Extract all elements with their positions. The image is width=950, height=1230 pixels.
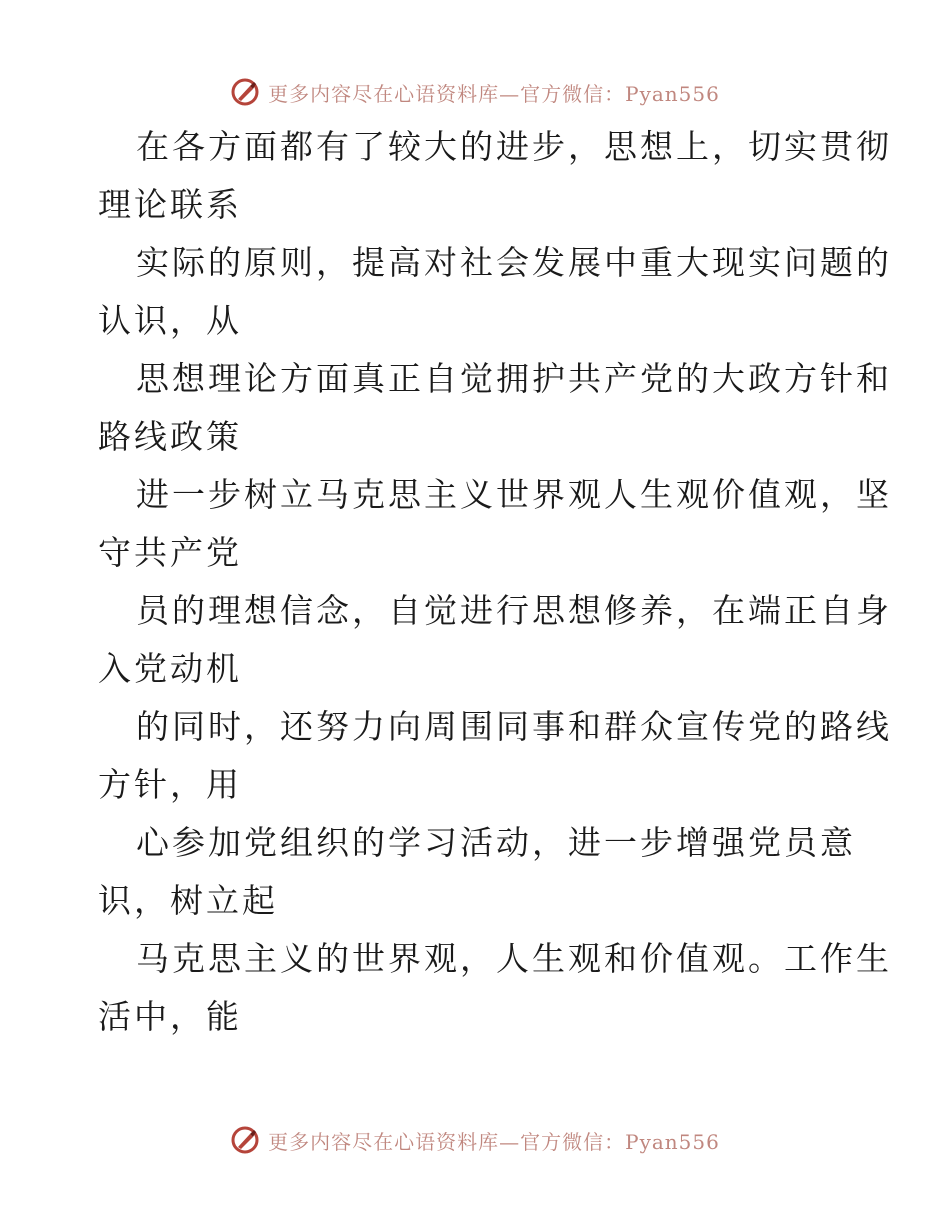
paragraph-line: 实际的原则，提高对社会发展中重大现实问题的 [136, 243, 892, 282]
paragraph [98, 814, 858, 930]
paragraph [98, 234, 892, 350]
paragraph-line: 的同时，还努力向周围同事和群众宣传党的路线 [136, 707, 892, 746]
paragraph [98, 118, 892, 234]
pen-nib-logo-icon [230, 77, 260, 107]
paragraph-line: 认识，从 [98, 301, 242, 340]
paragraph-line: 识，树立起 [98, 881, 278, 920]
header-banner [0, 72, 950, 112]
paragraph-line: 思想理论方面真正自觉拥护共产党的大政方针和 [136, 359, 892, 398]
paragraph-line: 路线政策 [98, 417, 242, 456]
paragraph-line: 守共产党 [98, 533, 242, 572]
paragraph-line: 心参加党组织的学习活动，进一步增强党员意 [136, 823, 856, 862]
paragraph-line: 员的理想信念，自觉进行思想修养，在端正自身 [136, 591, 892, 630]
paragraph [98, 582, 892, 698]
footer-banner-text: 更多内容尽在心语资料库—官方微信：Pyan556 [268, 1129, 720, 1154]
footer-banner [0, 1120, 950, 1160]
paragraph-line: 在各方面都有了较大的进步，思想上，切实贯彻 [136, 127, 892, 166]
paragraph [98, 350, 892, 466]
paragraph [98, 930, 892, 1046]
paragraph-line: 入党动机 [98, 649, 242, 688]
paragraph-line: 马克思主义的世界观，人生观和价值观。工作生 [136, 939, 892, 978]
document-body [98, 118, 892, 1046]
paragraph-line: 活中，能 [98, 997, 242, 1036]
paragraph-line: 理论联系 [98, 185, 242, 224]
pen-nib-logo-icon [230, 1125, 260, 1155]
paragraph [98, 698, 892, 814]
header-banner-text: 更多内容尽在心语资料库—官方微信：Pyan556 [268, 81, 720, 106]
paragraph-line: 进一步树立马克思主义世界观人生观价值观，坚 [136, 475, 892, 514]
paragraph-line: 方针，用 [98, 765, 242, 804]
paragraph [98, 466, 892, 582]
